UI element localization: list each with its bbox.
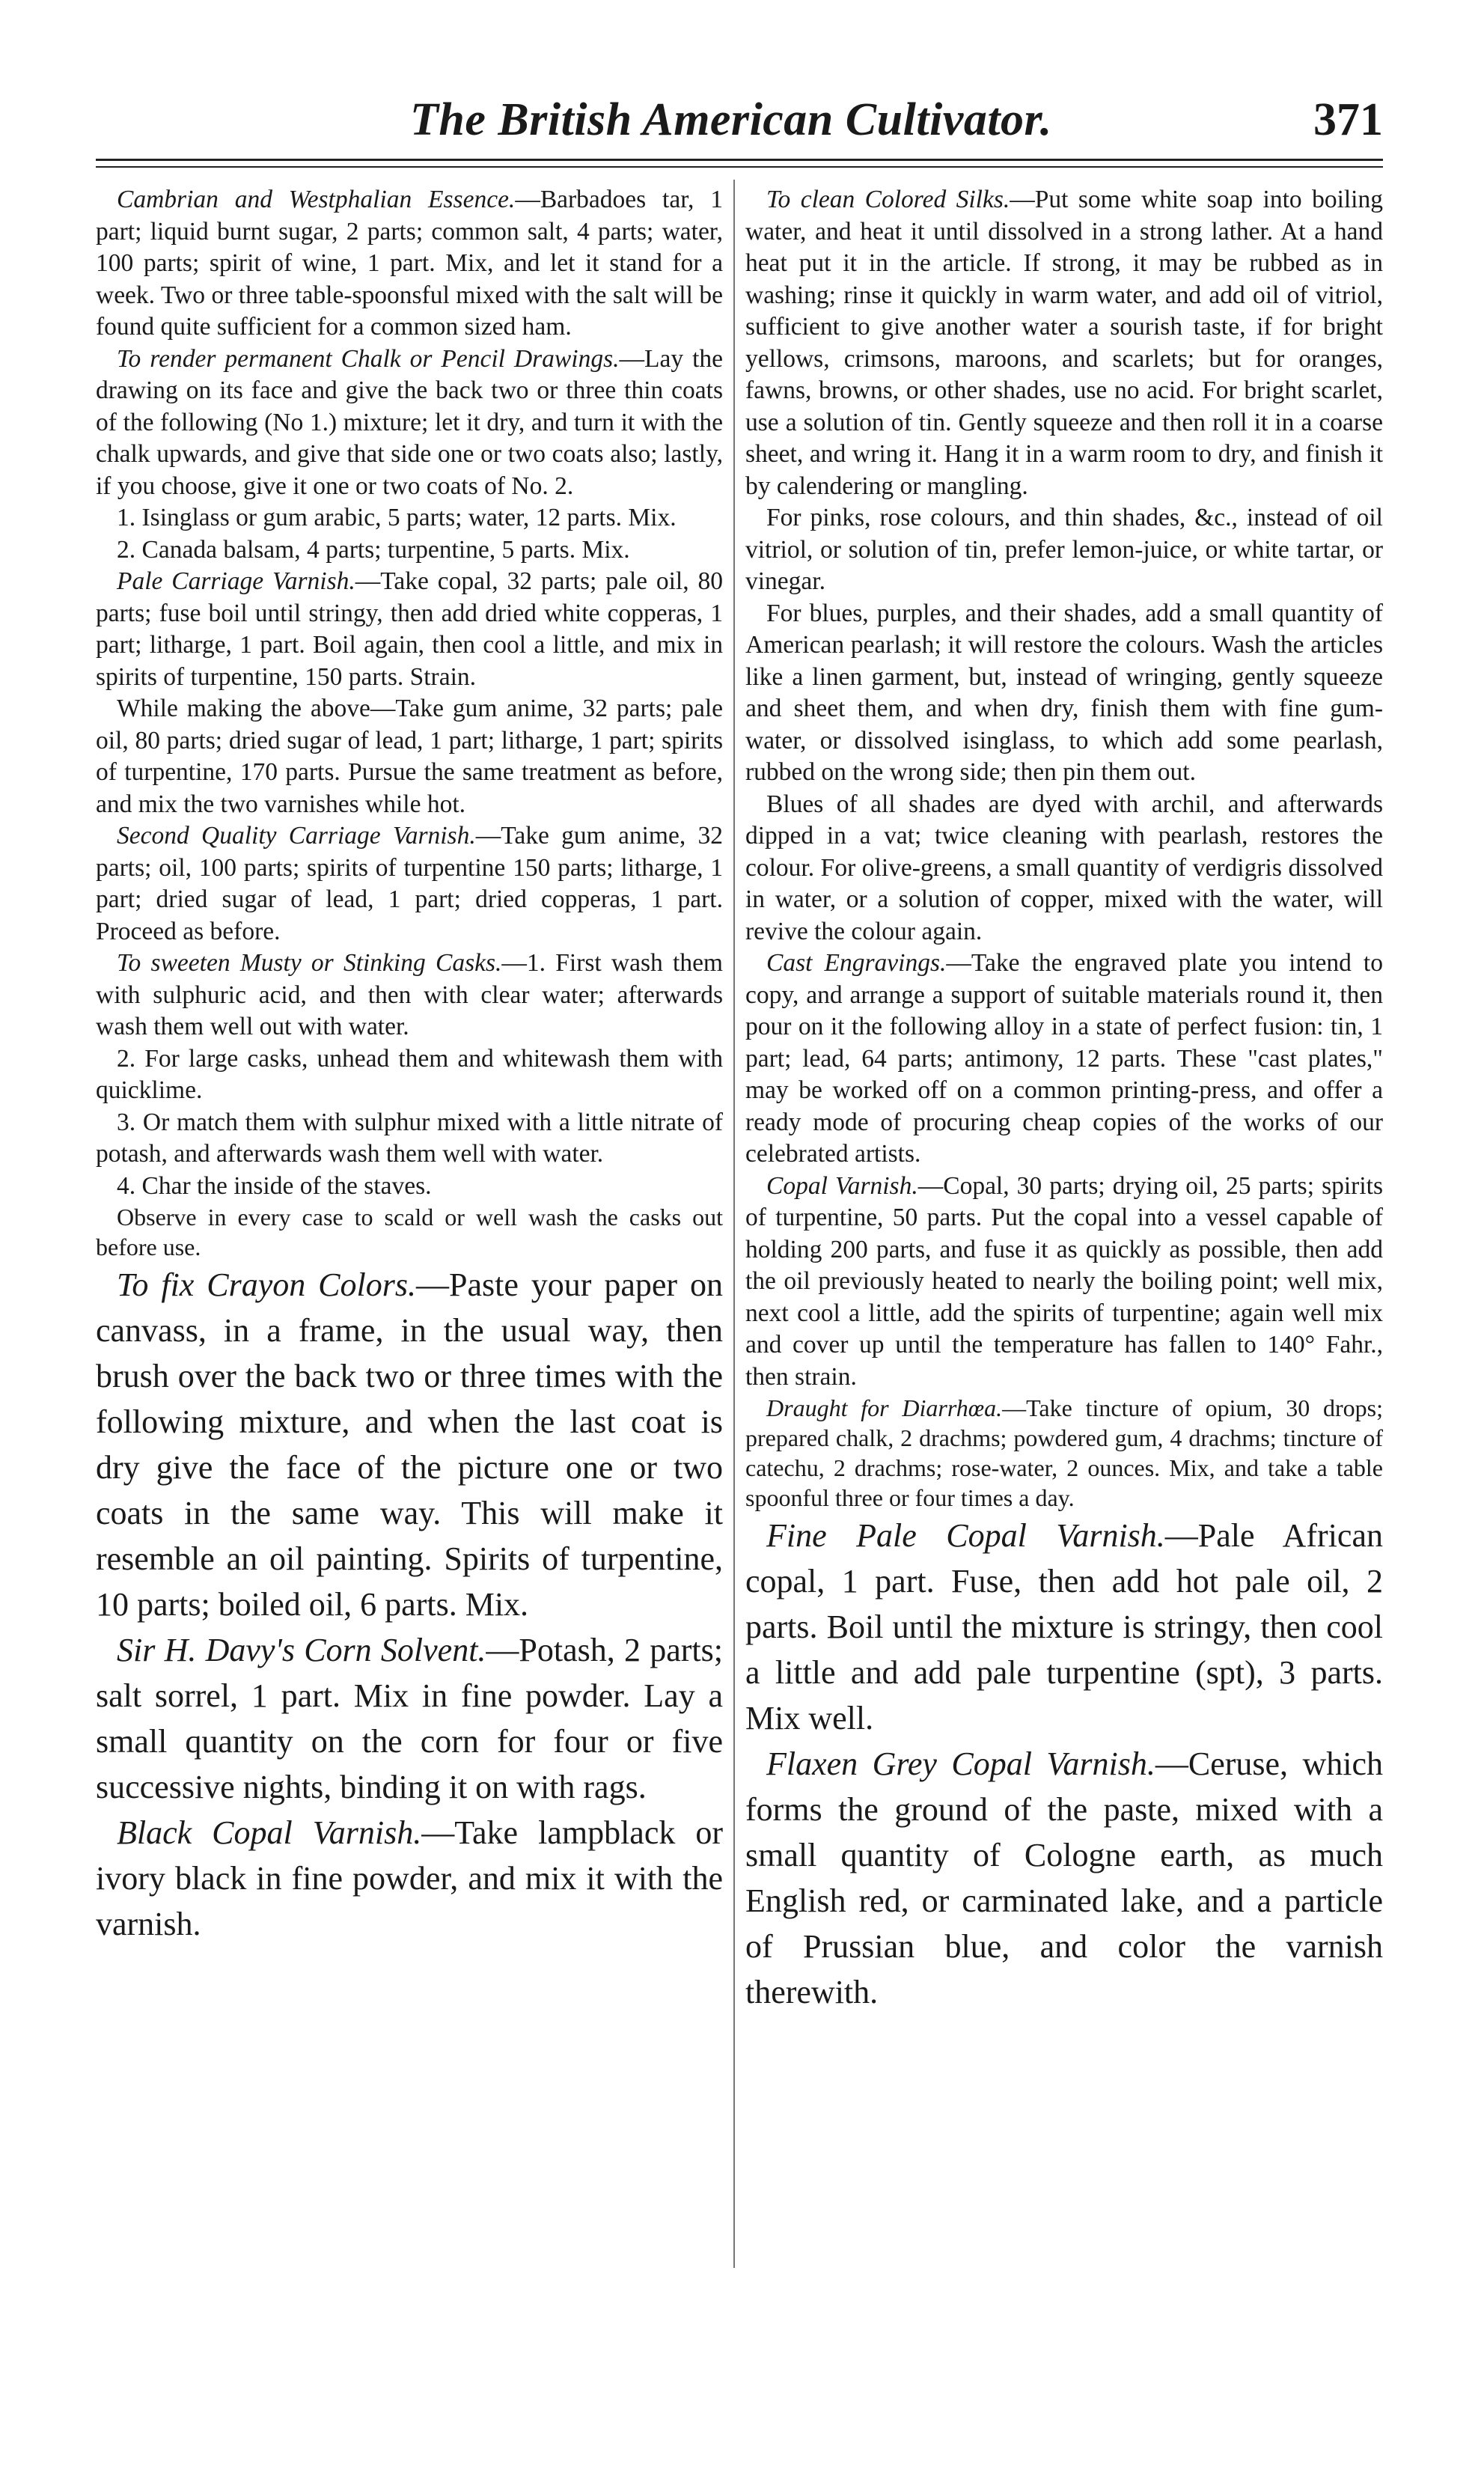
paragraph [96, 566, 723, 693]
paragraph [745, 1171, 1383, 1394]
column-divider [733, 180, 735, 2268]
recipe-heading: Cast Engravings. [766, 949, 947, 977]
paragraph [96, 1171, 723, 1203]
left-column [96, 184, 723, 1947]
page-number: 371 [1313, 94, 1383, 145]
running-title: The British American Cultivator. [410, 94, 1052, 145]
recipe-heading: Pale Carriage Varnish. [117, 567, 355, 595]
paragraph-text: For pinks, rose colours, and thin shades, &c., instead of oil vitriol, or solution of tin, prefer lemon-juice, or white tartar, or vinegar. [745, 504, 1383, 595]
paragraph [745, 184, 1383, 502]
paragraph [96, 1107, 723, 1171]
paragraph-text: —1. First wash them with sulphuric acid, and then with clear water; afterwards wash them well out with water. [96, 949, 723, 1040]
paragraph-text: —Take the engraved plate you intend to copy, and arrange a support of suitable materials round it, then pour on it the following alloy in a state of perfect fusion: tin, 1 part; lead, 64 parts; antimony, 12 parts. These "cast plates," may be worked off on a common printing-press, and offer a ready mode of procuring cheap copies of the works of our celebrated artists. [745, 949, 1383, 1168]
paragraph-text: —Barbadoes tar, 1 part; liquid burnt sugar, 2 parts; common salt, 4 parts; water, 100 parts; spirit of wine, 1 part. Mix, and let it stand for a week. Two or three table-spoonsful mixed with the salt will be found quite sufficient for a common sized ham. [96, 186, 723, 341]
paragraph-text: —Pale African copal, 1 part. Fuse, then add hot pale oil, 2 parts. Boil until the mixture is stringy, then cool a little and add pale turpentine (spt), 3 parts. Mix well. [745, 1517, 1383, 1736]
paragraph-text: For blues, purples, and their shades, add a small quantity of American pearlash; it will restore the colours. Wash the articles like a linen garment, but, instead of wringing, gently squeeze and sheet them, and when dry, finish them with fine gum-water, or dissolved isinglass, to which add some pearlash, rubbed on the wrong side; then pin them out. [745, 599, 1383, 786]
recipe-heading: Fine Pale Copal Varnish. [766, 1517, 1165, 1554]
paragraph-text: —Lay the drawing on its face and give the back two or three thin coats of the following (No 1.) mixture; let it dry, and turn it with the chalk upwards, and give that side one or two coats also; lastly, if you choose, give it one or two coats of No. 2. [96, 344, 723, 500]
paragraph [96, 1202, 723, 1262]
paragraph-text: —Take copal, 32 parts; pale oil, 80 parts; fuse boil until stringy, then add dried white copperas, 1 part; litharge, 1 part. Boil again, then cool a little, and mix in spirits of turpentine, 150 parts. Strain. [96, 567, 723, 691]
header-rule [96, 159, 1383, 161]
page-header [96, 94, 1383, 161]
paragraph [96, 948, 723, 1043]
paragraph-text: —Take tincture of opium, 30 drops; prepared chalk, 2 drachms; powdered gum, 4 drachms; tincture of catechu, 2 drachms; rose-water, 2 ounces. Mix, and take a table spoonful three or four times a day. [745, 1394, 1384, 1511]
paragraph [96, 1262, 723, 1627]
paragraph [96, 693, 723, 820]
right-column [745, 184, 1383, 2015]
paragraph [96, 534, 723, 567]
paragraph-text: 2. For large casks, unhead them and whitewash them with quicklime. [96, 1044, 723, 1104]
recipe-heading: Second Quality Carriage Varnish. [117, 822, 476, 850]
recipe-heading: To sweeten Musty or Stinking Casks. [117, 949, 502, 977]
recipe-heading: Cambrian and Westphalian Essence. [117, 186, 516, 213]
paragraph-text: Blues of all shades are dyed with archil, and afterwards dipped in a vat; twice cleaning with pearlash, restores the colour. For olive-greens, a small quantity of verdigris dissolved in water, or a solution of copper, mixed with the water, will revive the colour again. [745, 790, 1383, 945]
paragraph [745, 789, 1383, 948]
paragraph-text: 4. Char the inside of the staves. [117, 1171, 432, 1200]
paragraph-text: While making the above—Take gum anime, 32 parts; pale oil, 80 parts; dried sugar of lead, 1 part; litharge, 1 part; spirits of turpentine, 170 parts. Pursue the same treatment as before, and mix the two varnishes while hot. [96, 695, 723, 818]
paragraph-text: 2. Canada balsam, 4 parts; turpentine, 5 parts. Mix. [117, 535, 630, 564]
recipe-heading: Flaxen Grey Copal Varnish. [766, 1745, 1155, 1782]
paragraph-text: —Copal, 30 parts; drying oil, 25 parts; spirits of turpentine, 50 parts. Put the copal into a vessel capable of holding 200 parts, and fuse it as quickly as possible, then add the oil previously heated to nearly the boiling point; well mix, next cool a little, add the spirits of turpentine; again well mix and cover up until the temperature has fallen to 140° Fahr., then strain. [745, 1171, 1383, 1391]
paragraph-text: —Take lampblack or ivory black in fine powder, and mix it with the varnish. [96, 1814, 724, 1942]
paragraph-text: Observe in every case to scald or well wash the casks out before use. [96, 1204, 723, 1260]
paragraph-text: —Put some white soap into boiling water, and heat it until dissolved in a strong lather. At a hand heat put it in the article. If strong, it may be rubbed as in washing; rinse it quickly in warm water, and add oil of vitriol, sufficient to give another water a sourish taste, if for bright yellows, crimsons, maroons, and scarlets; but for oranges, fawns, browns, or other shades, use no acid. For bright scarlet, use a solution of tin. Gently squeeze and then roll it in a coarse sheet, and wring it. Hang it in a warm room to dry, and finish it by calendering or mangling. [745, 186, 1383, 500]
paragraph-text: —Paste your paper on canvass, in a frame, in the usual way, then brush over the back two or three times with the following mixture, and when the last coat is dry give the face of the picture one or two coats in the same way. This will make it resemble an oil painting. Spirits of turpentine, 10 parts; boiled oil, 6 parts. Mix. [96, 1266, 723, 1623]
recipe-heading: To render permanent Chalk or Pencil Drawings. [117, 344, 620, 373]
paragraph-text: —Potash, 2 parts; salt sorrel, 1 part. Mix in fine powder. Lay a small quantity on the corn for four or five successive nights, binding it on with rags. [96, 1632, 723, 1805]
recipe-heading: Sir H. Davy's Corn Solvent. [117, 1632, 486, 1668]
paragraph-text: —Ceruse, which forms the ground of the paste, mixed with a small quantity of Cologne earth, as much English red, or carminated lake, and a particle of Prussian blue, and color the varnish therewith. [745, 1745, 1383, 2010]
paragraph-text: 3. Or match them with sulphur mixed with a little nitrate of potash, and afterwards wash them well with water. [96, 1108, 723, 1168]
paragraph [96, 1810, 723, 1947]
paragraph [745, 502, 1383, 598]
recipe-heading: Draught for Diarrhœa. [766, 1394, 1003, 1421]
recipe-heading: To clean Colored Silks. [766, 186, 1010, 213]
paragraph [745, 1741, 1383, 2015]
paragraph-text: —Take gum anime, 32 parts; oil, 100 parts; spirits of turpentine 150 parts; litharge, 1 part; dried sugar of lead, 1 part; dried copperas, 1 part. Proceed as before. [96, 822, 723, 945]
paragraph [96, 502, 723, 534]
recipe-heading: Black Copal Varnish. [117, 1814, 422, 1851]
recipe-heading: Copal Varnish. [766, 1171, 918, 1200]
paragraph [745, 1393, 1383, 1513]
paragraph [745, 948, 1383, 1171]
paragraph-text: 1. Isinglass or gum arabic, 5 parts; water, 12 parts. Mix. [117, 504, 677, 531]
paragraph [96, 184, 723, 344]
header-rule-thin [96, 166, 1383, 168]
paragraph [96, 344, 723, 503]
paragraph [96, 1043, 723, 1107]
paragraph [745, 1513, 1383, 1741]
recipe-heading: To fix Crayon Colors. [117, 1266, 416, 1303]
paragraph [96, 1627, 723, 1810]
paragraph [745, 598, 1383, 789]
paragraph [96, 820, 723, 948]
